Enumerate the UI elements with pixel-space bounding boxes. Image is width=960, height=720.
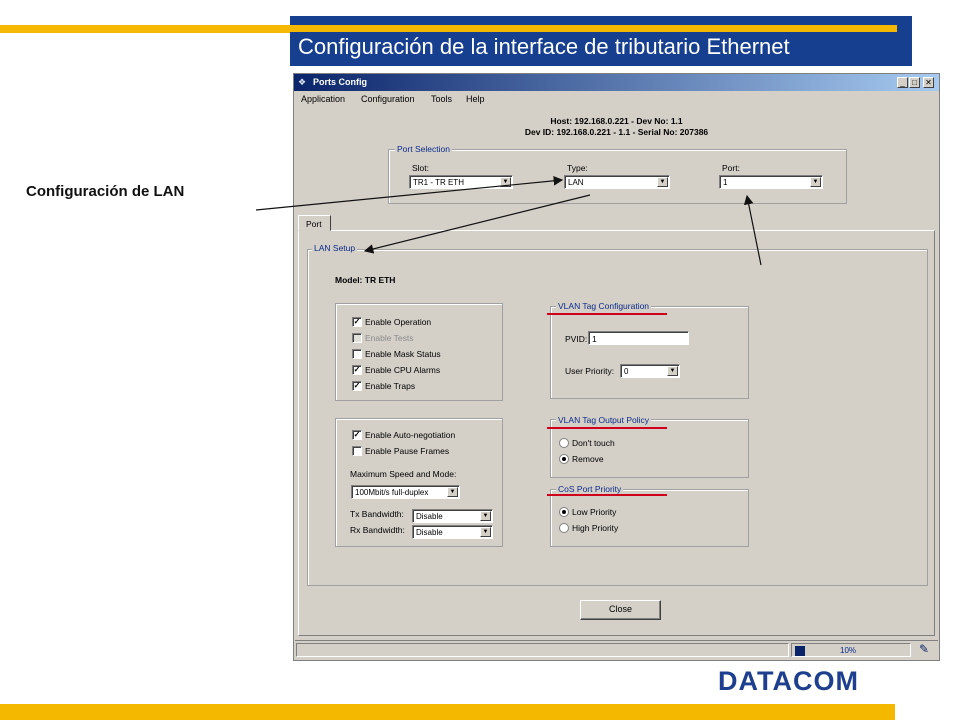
- chevron-down-icon[interactable]: ▼: [667, 366, 678, 376]
- chevron-down-icon[interactable]: ▼: [480, 527, 491, 537]
- slide-title: Configuración de la interface de tributario Ethernet: [298, 34, 790, 59]
- tx-bandwidth-value: Disable: [416, 512, 443, 521]
- user-priority-value: 0: [624, 367, 629, 376]
- type-value: LAN: [568, 178, 584, 187]
- menu-application[interactable]: Application: [301, 94, 346, 104]
- pvid-value: 1: [592, 334, 597, 344]
- port-value: 1: [723, 178, 728, 187]
- low-priority-label: Low Priority: [572, 507, 617, 517]
- port-label: Port:: [722, 163, 740, 173]
- enable-tests-label: Enable Tests: [365, 333, 414, 343]
- port-selection-legend: Port Selection: [397, 144, 450, 154]
- enable-cpu-alarms-checkbox[interactable]: ✓: [353, 365, 361, 374]
- vlan-tag-config-legend: VLAN Tag Configuration: [558, 301, 650, 311]
- enable-traps-label: Enable Traps: [365, 381, 416, 391]
- close-button[interactable]: Close: [580, 600, 661, 620]
- arrow-to-type: [256, 180, 562, 210]
- pvid-label: PVID:: [565, 334, 588, 344]
- slot-value: TR1 - TR ETH: [413, 178, 464, 187]
- type-label: Type:: [567, 163, 588, 173]
- menu-help[interactable]: Help: [466, 94, 485, 104]
- chevron-down-icon[interactable]: ▼: [480, 511, 491, 521]
- enable-operation-checkbox[interactable]: ✓: [353, 317, 361, 326]
- menu-configuration[interactable]: Configuration: [361, 94, 415, 104]
- callout-lan-config: Configuración de LAN: [26, 183, 185, 200]
- pause-frames-label: Enable Pause Frames: [365, 446, 450, 456]
- minimize-icon[interactable]: _: [897, 77, 908, 88]
- vlan-output-policy-legend: VLAN Tag Output Policy: [558, 415, 650, 425]
- arrow-to-lan-setup: [365, 195, 590, 251]
- close-icon[interactable]: ✕: [923, 77, 934, 88]
- auto-negotiation-checkbox[interactable]: ✓: [353, 430, 361, 439]
- dont-touch-label: Don't touch: [572, 438, 615, 448]
- remove-label: Remove: [572, 454, 604, 464]
- dev-id-line: Dev ID: 192.168.0.221 - 1.1 - Serial No: 207386: [524, 127, 709, 137]
- max-speed-label: Maximum Speed and Mode:: [350, 469, 457, 479]
- tx-bandwidth-label: Tx Bandwidth:: [350, 509, 404, 519]
- chevron-down-icon[interactable]: ▼: [810, 177, 821, 187]
- slot-label: Slot:: [412, 163, 430, 173]
- pen-icon[interactable]: ✎: [919, 642, 930, 656]
- app-icon: ❖: [298, 77, 307, 87]
- chevron-down-icon[interactable]: ▼: [447, 487, 458, 497]
- auto-negotiation-label: Enable Auto-negotiation: [365, 430, 456, 440]
- high-priority-label: High Priority: [572, 523, 619, 533]
- maximize-icon[interactable]: □: [909, 77, 920, 88]
- arrow-to-port: [747, 196, 761, 265]
- enable-operation-label: Enable Operation: [365, 317, 432, 327]
- window-title: Ports Config: [313, 77, 367, 87]
- bottom-accent-bar: [0, 704, 895, 720]
- status-zoom: 10%: [840, 646, 857, 655]
- max-speed-value: 100Mbit/s full-duplex: [355, 488, 429, 497]
- enable-mask-status-label: Enable Mask Status: [365, 349, 441, 359]
- chevron-down-icon[interactable]: ▼: [657, 177, 668, 187]
- enable-cpu-alarms-label: Enable CPU Alarms: [365, 365, 441, 375]
- cos-priority-legend: CoS Port Priority: [558, 484, 622, 494]
- user-priority-label: User Priority:: [565, 366, 615, 376]
- datacom-logo: DATACOM: [718, 666, 859, 696]
- menu-tools[interactable]: Tools: [431, 94, 453, 104]
- rx-bandwidth-value: Disable: [416, 528, 443, 537]
- model-label: Model: TR ETH: [335, 275, 396, 285]
- rx-bandwidth-label: Rx Bandwidth:: [350, 525, 405, 535]
- enable-traps-checkbox[interactable]: ✓: [353, 381, 361, 390]
- chevron-down-icon[interactable]: ▼: [500, 177, 511, 187]
- lan-setup-legend: LAN Setup: [314, 243, 356, 253]
- tab-port[interactable]: Port: [298, 215, 331, 231]
- host-line: Host: 192.168.0.221 - Dev No: 1.1: [550, 116, 683, 126]
